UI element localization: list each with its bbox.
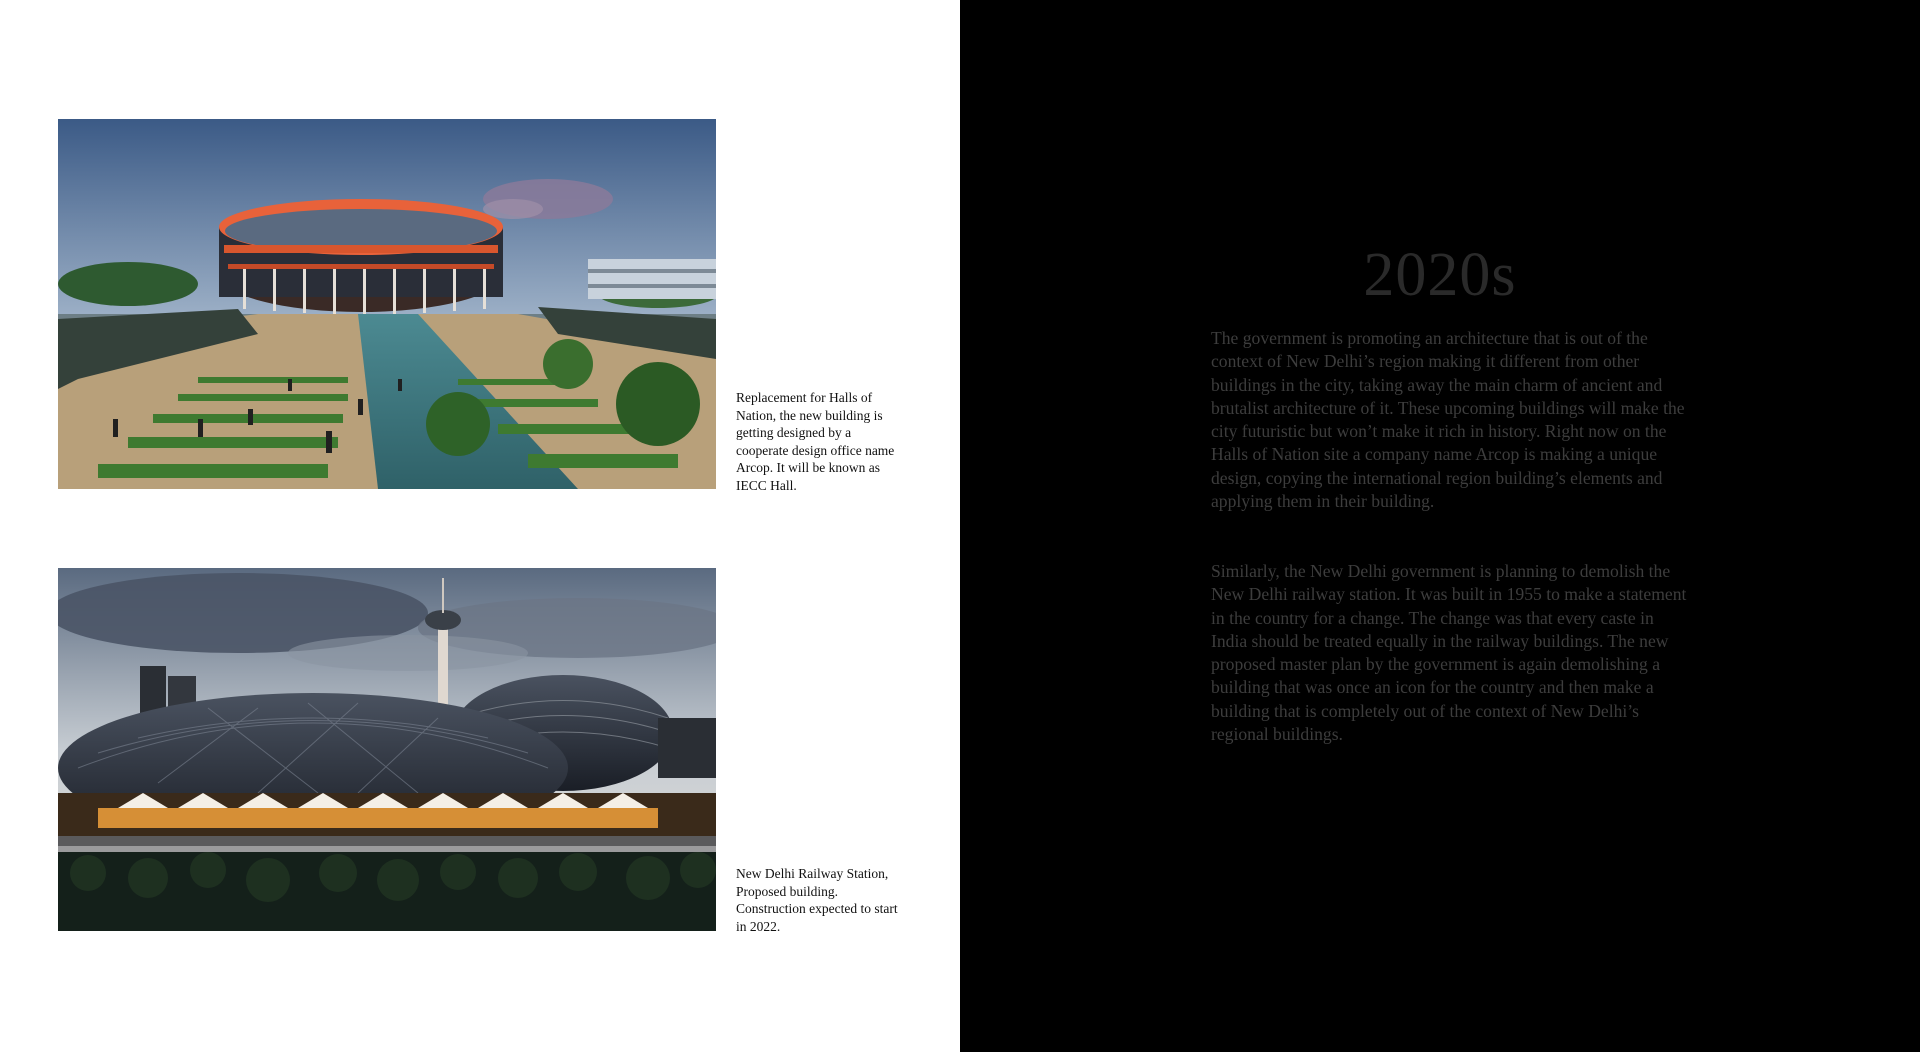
body-paragraph-2: Similarly, the New Delhi government is planning to demolish the New Delhi railway station. It was built in 1955 to make a statement in the country for a change. The change was that every caste in India should be treated equally in the railway buildings. The new proposed master plan by the government is again demolishing a building that was once an icon for the country and then make a building that is completely out of the context of New Delhi’s regional buildings. [1211, 561, 1687, 745]
decade-title: 2020s [1363, 241, 1517, 309]
iecc-hall-image [58, 119, 716, 489]
iecc-hall-caption: Replacement for Halls of Nation, the new building is getting designed by a cooperate design office name Arcop. It will be known as IECC Hall. [736, 390, 895, 493]
railway-station-caption: New Delhi Railway Station, Proposed building. Construction expected to start in 2022. [736, 866, 898, 934]
railway-station-rendering [58, 568, 716, 931]
railway-station-image [58, 568, 716, 931]
right-page [960, 0, 1920, 1052]
iecc-hall-rendering [58, 119, 716, 489]
body-paragraph-1: The government is promoting an architecture that is out of the context of New Delhi’s region making it different from other buildings in the city, taking away the main charm of ancient and brutalist architecture of it. These upcoming buildings will make the city futuristic but won’t make it rich in history. Right now on the Halls of Nation site a company name Arcop is making a unique design, copying the international region building’s elements and applying them in their building. [1211, 328, 1685, 512]
